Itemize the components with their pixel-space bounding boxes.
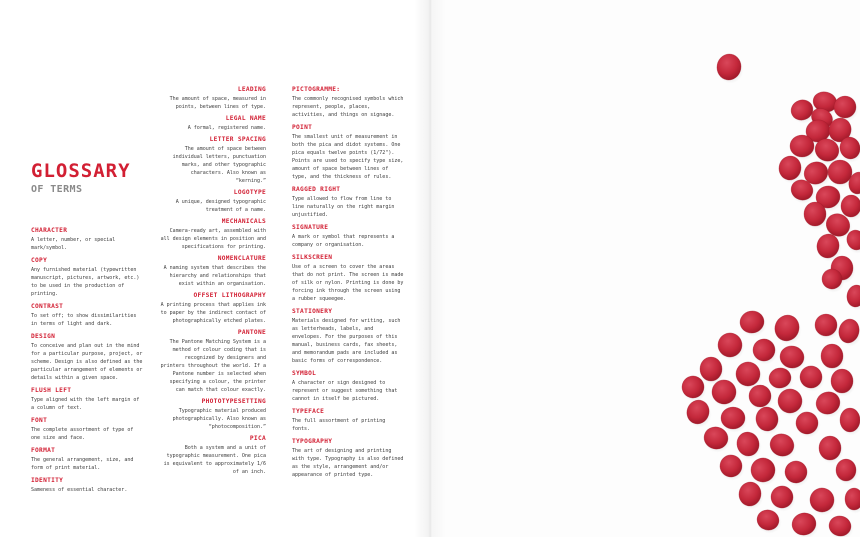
glossary-definition: The commonly recognised symbols which represent, people, places, activities, and things on signage. [292,96,404,118]
glossary-entry [31,476,143,494]
glossary-term: LEGAL NAME [225,115,266,122]
glossary-definition: The art of designing and printing with type. Typography is also defined as the style, arrangement and/or appearance of printed type. [292,448,404,478]
glossary-entry [292,253,404,303]
petal [807,485,838,516]
glossary-definition: A character or sign designed to represent or suggest something that cannot in itself be pictured. [292,380,398,402]
page-title: GLOSSARY [31,160,131,182]
glossary-term: RAGGED RIGHT [292,186,341,193]
glossary-entry [292,369,404,403]
glossary-term: OFFSET LITHOGRAPHY [193,292,266,299]
glossary-definition: Materials designed for writing, such as letterheads, labels, and envelopes. For the purposes of this manual, business cards, fax sheets, and memorandum pads are included as basic forms of correspondence. [292,318,401,364]
petal [821,344,846,372]
glossary-term: LOGOTYPE [233,189,266,196]
glossary-term: LETTER SPACING [209,136,266,143]
glossary-entry [31,332,143,382]
glossary-heading [31,160,131,196]
petal [721,407,748,433]
glossary-definition: Type aligned with the left margin of a column of text. [31,397,140,411]
glossary-entry [160,291,266,325]
petal [749,385,774,411]
glossary-term: FLUSH LEFT [31,387,72,394]
petal [840,408,860,436]
glossary-entry [160,188,266,214]
glossary-entry [292,407,404,433]
glossary-term: CHARACTER [31,227,68,234]
glossary-term: FORMAT [31,447,56,454]
glossary-definition: Sameness of essential character. [31,487,128,493]
glossary-entry [31,302,143,328]
glossary-column-3 [292,85,404,483]
glossary-entry [160,254,266,288]
glossary-entry [160,135,266,185]
glossary-term: IDENTITY [31,477,64,484]
glossary-definition: A formal, registered name. [187,125,266,131]
glossary-term: SILKSCREEN [292,254,333,261]
petal [845,488,860,514]
glossary-entry [292,223,404,249]
glossary-entry [160,434,266,476]
petal [769,484,795,511]
petal [831,369,856,397]
right-page [430,0,860,537]
petal [738,309,766,336]
glossary-term: PHOTOTYPESETTING [201,398,266,405]
glossary-definition: A unique, designed typographic treatment of a name. [175,199,266,213]
page-subtitle: OF TERMS [31,184,83,195]
petal [790,510,819,537]
glossary-term: TYPOGRAPHY [292,438,333,445]
glossary-entry [292,123,404,181]
petal [767,431,797,460]
glossary-entry [31,416,143,442]
glossary-definition: Type allowed to flow from line to line naturally on the right margin unjustified. [292,196,395,218]
petal [819,436,844,464]
glossary-entry [292,185,404,219]
glossary-entry [31,256,143,298]
glossary-definition: A naming system that describes the hierarchy and relationships that exist within an organisation. [163,265,266,287]
glossary-term: POINT [292,124,313,131]
glossary-entry [160,328,266,394]
red-petals-image [430,0,860,537]
glossary-entry [292,437,404,479]
petal [748,455,779,486]
glossary-entry [160,114,266,132]
glossary-entry [292,85,404,119]
glossary-term: CONTRAST [31,303,64,310]
glossary-definition: The complete assortment of type of one size and face. [31,427,134,441]
glossary-definition: A letter, number, or special mark/symbol. [31,237,116,251]
petal [715,330,744,360]
glossary-definition: Typographic material produced photographically. Also known as “photocomposition.” [172,408,266,430]
petal [771,312,802,345]
glossary-term: MECHANICALS [221,218,266,225]
glossary-term: NOMENCLATURE [217,255,266,262]
glossary-definition: The amount of space, measured in points, between lines of type. [169,96,266,110]
glossary-definition: The smallest unit of measurement in both the pica and didot systems. One pica equals twelve points (1/72"). Points are used to specify type size, amount of space between lines of type, and the thickness of rules. [292,134,404,180]
glossary-term: SYMBOL [292,370,317,377]
petal [737,480,763,509]
glossary-definition: To set off; to show dissimilarities in terms of light and dark. [31,313,137,327]
glossary-entry [160,217,266,251]
glossary-term: SIGNATURE [292,224,329,231]
petal [778,344,806,371]
glossary-entry [31,386,143,412]
glossary-term: PICTOGRAMME: [292,86,341,93]
glossary-definition: The Pantone Matching System is a method of colour coding that is recognized by designers and printers throughout the world. If a Pantone number is selected when specifying a colour, the printer can match that colour exactly. [160,339,266,393]
petal [836,459,859,485]
petal [834,96,859,122]
glossary-definition: The general arrangement, size, and form of print material. [31,457,134,471]
glossary-term: STATIONERY [292,308,333,315]
glossary-column-1 [31,226,143,498]
petal [845,284,860,311]
glossary-definition: Camera-ready art, assembled with all design elements in position and specifications for printing. [160,228,266,250]
glossary-entry [31,226,143,252]
petal [718,453,744,480]
glossary-definition: Use of a screen to cover the areas that do not print. The screen is made of silk or nylon. Printing is done by forcing ink through the screen using a rubber squeegee. [292,264,404,302]
glossary-entry [292,307,404,365]
glossary-column-2 [160,85,266,479]
petal [750,336,778,365]
page-gutter-shadow [414,0,446,537]
glossary-term: PICA [249,435,266,442]
glossary-term: PANTONE [237,329,266,336]
glossary-entry [31,446,143,472]
glossary-definition: To conceive and plan out in the mind for a particular purpose, project, or scheme. Design is also defined as the particular arrangement of elements or details within a given space. [31,343,143,381]
glossary-term: COPY [31,257,48,264]
glossary-definition: A printing process that applies ink to paper by the indirect contact of photographically etched plates. [160,302,266,324]
petal [734,430,761,460]
glossary-term: FONT [31,417,48,424]
glossary-definition: Any furnished material (typewritten manuscript, pictures, artwork, etc.) to be used in the production of printing. [31,267,140,297]
glossary-term: TYPEFACE [292,408,325,415]
petal [783,459,810,487]
petal [836,317,860,347]
petal [755,507,782,533]
glossary-entry [160,397,266,431]
glossary-term: DESIGN [31,333,56,340]
petal [827,514,853,537]
petal [684,397,713,428]
glossary-entry [160,85,266,111]
glossary-definition: A mark or symbol that represents a company or organisation. [292,234,395,248]
glossary-definition: The full assortment of printing fonts. [292,418,386,432]
glossary-definition: The amount of space between individual letters, punctuation marks, and other typographic characters. Also known as “kerning.” [172,146,266,184]
glossary-definition: Both a system and a unit of typographic measurement. One pica is equivalent to approximately 1/6 of an inch. [163,445,266,475]
petal [815,314,840,340]
glossary-term: LEADING [237,86,266,93]
petal [715,52,744,83]
